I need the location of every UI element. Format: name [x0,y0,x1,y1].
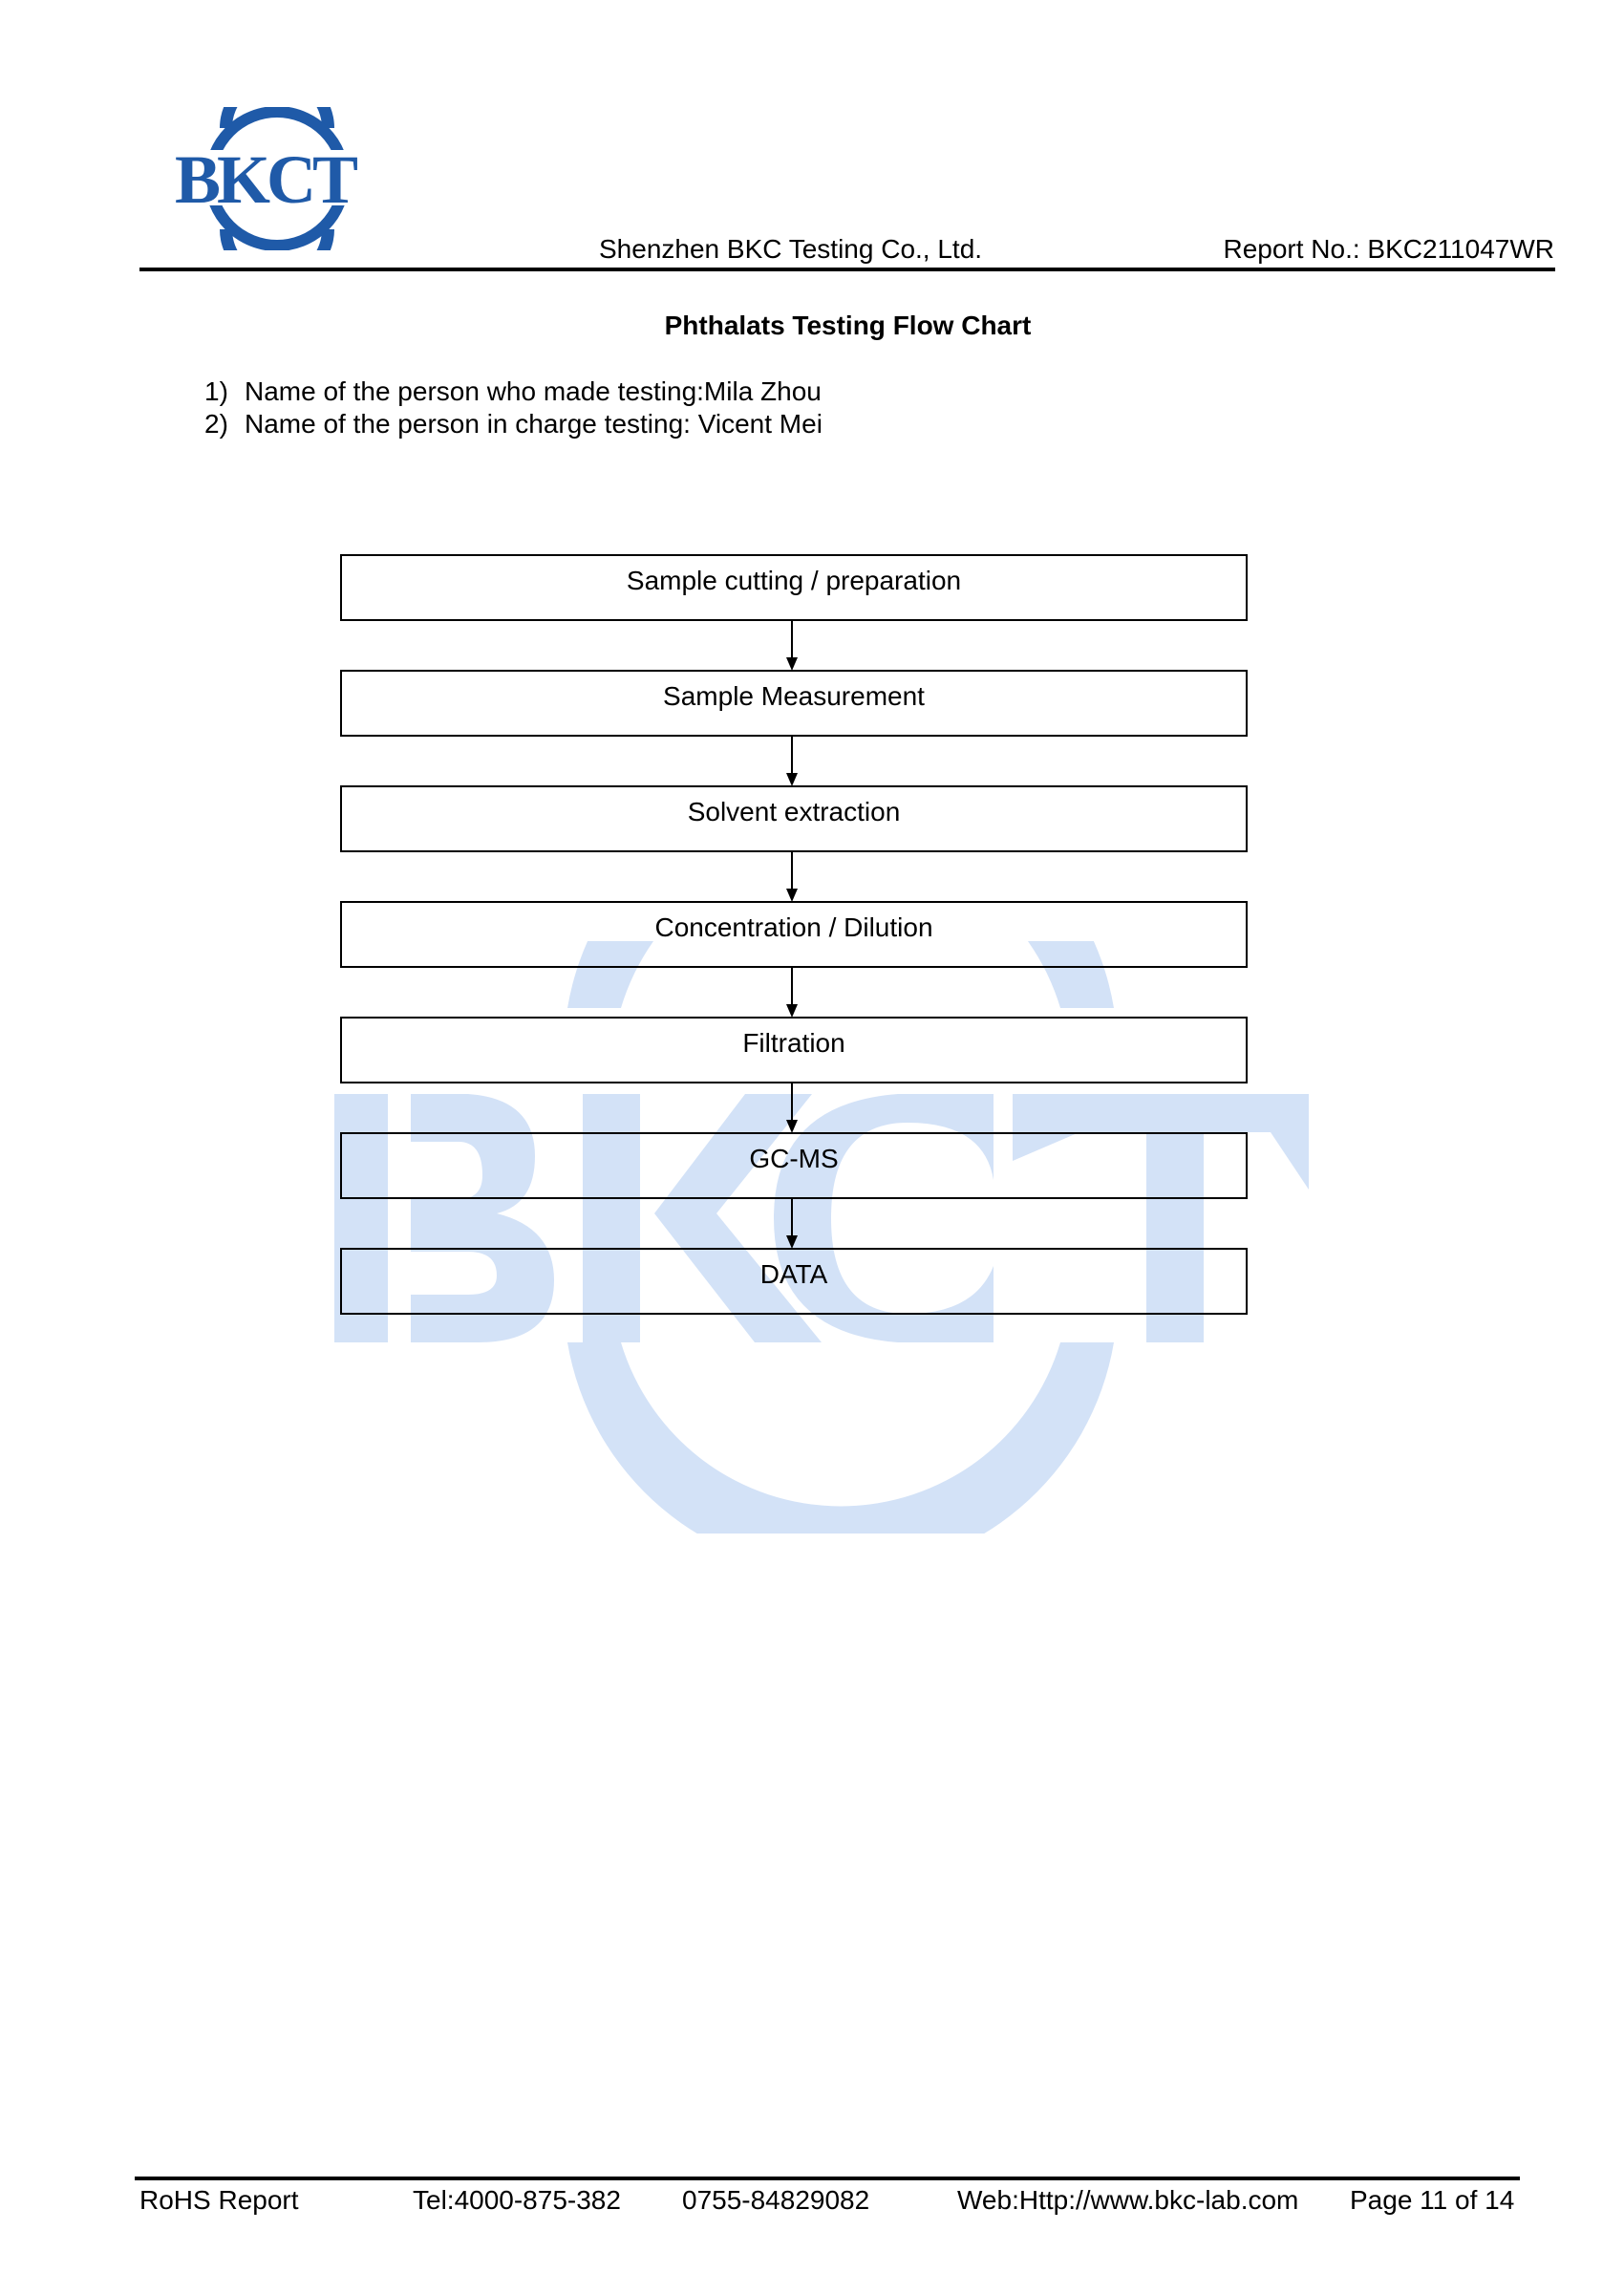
report-number: Report No.: BKC211047WR [1223,234,1554,264]
flow-step-gc-ms [340,1132,1248,1199]
flow-step-concentration-dilution [340,901,1248,968]
header-divider [139,268,1555,271]
page-number: Page 11 of 14 [1350,2185,1515,2215]
flow-step-label: GC-MS [749,1144,839,1173]
page-title: Phthalats Testing Flow Chart [664,311,1032,340]
flow-step-filtration [340,1017,1248,1083]
down-arrow-icon [786,621,798,671]
logo-text: BKCT [174,141,355,218]
down-arrow-icon [786,968,798,1018]
down-arrow-icon [786,852,798,902]
footer-website: Web:Http://www.bkc-lab.com [957,2185,1299,2215]
flow-step-label: DATA [759,1259,828,1289]
flow-step-label: Sample cutting / preparation [626,566,962,595]
flow-step-sample-cutting [340,554,1248,621]
info-item [204,408,823,440]
flow-step-label: Solvent extraction [687,797,901,826]
footer-report-type: RoHS Report [139,2185,299,2215]
footer-telephone: Tel:4000-875-382 [413,2185,621,2215]
flow-step-label: Concentration / Dilution [654,912,933,942]
info-number: 1) [204,376,228,406]
info-number: 2) [204,409,228,439]
flow-step-label: Sample Measurement [663,681,925,711]
info-item [204,375,823,408]
flowchart [340,554,1251,1319]
flow-step-sample-measurement [340,670,1248,737]
down-arrow-icon [786,1083,798,1133]
flow-step-data [340,1248,1248,1315]
info-list [204,375,823,440]
info-text: Name of the person in charge testing: Vicent Mei [245,409,823,439]
flow-step-label: Filtration [742,1028,845,1058]
info-text: Name of the person who made testing:Mila Zhou [245,376,822,406]
flow-step-solvent-extraction [340,785,1248,852]
down-arrow-icon [786,737,798,786]
footer-phone: 0755-84829082 [682,2185,870,2215]
down-arrow-icon [786,1199,798,1249]
footer-divider [135,2177,1520,2180]
company-name: Shenzhen BKC Testing Co., Ltd. [599,234,983,264]
bkct-logo [148,107,382,250]
